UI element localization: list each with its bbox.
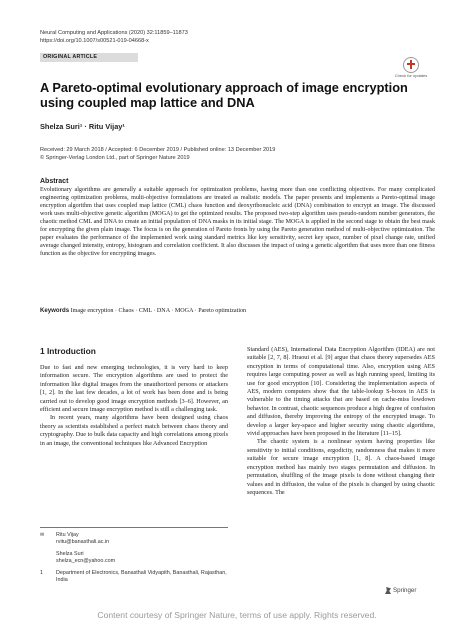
second-email-row <box>40 558 228 565</box>
keywords-values: Image encryption · Chaos · CML · DNA · MOGA · Pareto optimization <box>70 308 247 314</box>
corresponding-author-name: Ritu Vijay <box>56 532 79 538</box>
affiliation-row <box>40 570 228 584</box>
left-column <box>40 364 228 448</box>
affiliation-text: Department of Electronics, Banasthali Vidyapith, Banasthali, Rajasthan, India <box>56 570 227 583</box>
second-author-email[interactable]: shelza_ecn@yahoo.com <box>56 558 116 564</box>
keywords-label: Keywords <box>40 307 70 314</box>
publisher-logo <box>385 587 416 594</box>
author-list[interactable]: Shelza Suri¹ · Ritu Vijay¹ <box>40 122 125 131</box>
affiliation-mark: 1 <box>40 570 43 576</box>
intro-paragraph: The chaotic system is a nonlinear system having properties like sensitivity to initial conditions, ergodicity, randomness that makes it more suitable for secure image encryption [1, 8]. A chaos-based image encryption method has mainly two stages permutation and diffusion. In permutation, shuffling of the image pixels is done without changing their values and in diffusion, the value of the pixels is changed by using chaotic sequences. The <box>247 438 435 496</box>
corresponding-author-row <box>40 532 228 539</box>
publication-info <box>40 147 275 162</box>
second-author-name: Shelza Suri <box>56 551 84 557</box>
publication-dates: Received: 29 March 2018 / Accepted: 6 December 2019 / Published online: 13 December 2019 <box>40 147 276 153</box>
intro-paragraph: Due to fast and new emerging technologies, it is very hard to keep information secure. The encryption algorithms are used to protect the information like digital images from the unauthorized persons or attackers [1, 2]. In the last few decades, a lot of work has been done and is being carried out to develop good image encryption methods [3–6]. However, an efficient and secure image encryption method is still a challenging task. <box>40 364 228 414</box>
doi-link[interactable]: https://doi.org/10.1007/s00521-019-04668-x <box>40 37 149 44</box>
footnote-divider <box>40 527 228 528</box>
copyright-line: © Springer-Verlag London Ltd., part of Springer Nature 2019 <box>40 154 190 161</box>
courtesy-footer: Content courtesy of Springer Nature, terms of use apply. Rights reserved. <box>97 610 377 620</box>
email-row <box>40 539 228 546</box>
abstract-heading: Abstract <box>40 178 69 185</box>
introduction-heading: 1 Introduction <box>40 346 96 356</box>
paper-title: A Pareto-optimal evolutionary approach of image encryption using coupled map lattice and DNA <box>40 80 408 110</box>
intro-paragraph: Standard (AES), International Data Encryption Algorithm (IDEA) are not suitable [2, 7, 8]. Hraoui et al. [9] argue that chaos theory supersedes AES encryption in terms of computational time. Also, encryption using AES requires large computing power as well as high running speed, limiting its use for good encryption [10]. Considering the implementation aspects of AES, modern computers show that the table-lookup S-boxes in AES is vulnerable to the timing attacks that are based on cache-miss lowdown behavior. In contrast, chaotic sequences produce a high degree of confusion and diffusion, thereby improving the entropy of the encrypted image. To develop a larger key-space and higher security using chaotic algorithms, vivid approaches have been proposed in the literature [11–15]. <box>247 346 435 438</box>
keywords-line <box>40 307 246 314</box>
intro-paragraph: In recent years, many algorithms have been designed using chaos theory as scientists established a perfect match between chaos theory and cryptography. Due to bulk data capacity and high correlations among pixels in an image, the conventional techniques like Advanced Encryption <box>40 414 228 447</box>
article-type-badge: ORIGINAL ARTICLE <box>40 53 138 62</box>
journal-citation: Neural Computing and Applications (2020) 32:11859–11873 <box>40 30 188 36</box>
envelope-icon: ✉ <box>40 532 45 538</box>
abstract-text: Evolutionary algorithms are generally a suitable approach for optimization problems, having more than one conflicting objectives. For many complicated engineering optimization problems, multi-objective formulations are treated as realistic models. The paper presents and implements a Pareto-optimal image encryption algorithm that uses coupled map lattice (CML) chaos function and deoxyribonucleic acid (DNA) combination to encrypt an image. The discussed work uses multi-objective genetic algorithm (MOGA) to get the optimized results. The proposed two-step algorithm uses pseudo-random number generators, the chaotic method CML and DNA to create an initial population of DNA masks in its initial stage. The MOGA is applied in the second stage to obtain the best mask for encrypting the given plain image. The focus is on the generation of Pareto fronts by using the Pareto generation method of multi-objective optimization. The paper evaluates the performance of the implemented work using standard metrics like key sensitivity, secret key space, number of pixel change rate, unified average changed intensity, entropy, histogram and correlation coefficient. It also discusses the impact of using a genetic algorithm that uses more than one fitness function as the objective for encrypting images. <box>40 187 435 258</box>
right-column <box>247 346 435 497</box>
journal-header <box>40 30 188 45</box>
crossmark-label: Check for updates <box>394 73 428 78</box>
footnotes <box>40 532 228 584</box>
springer-horse-icon <box>385 587 391 594</box>
second-author-row <box>40 551 228 558</box>
corresponding-author-email[interactable]: rvitu@banasthali.ac.in <box>56 539 110 545</box>
publisher-name: Springer <box>393 587 417 594</box>
crossmark-badge[interactable] <box>394 57 428 79</box>
crossmark-icon <box>403 57 419 73</box>
